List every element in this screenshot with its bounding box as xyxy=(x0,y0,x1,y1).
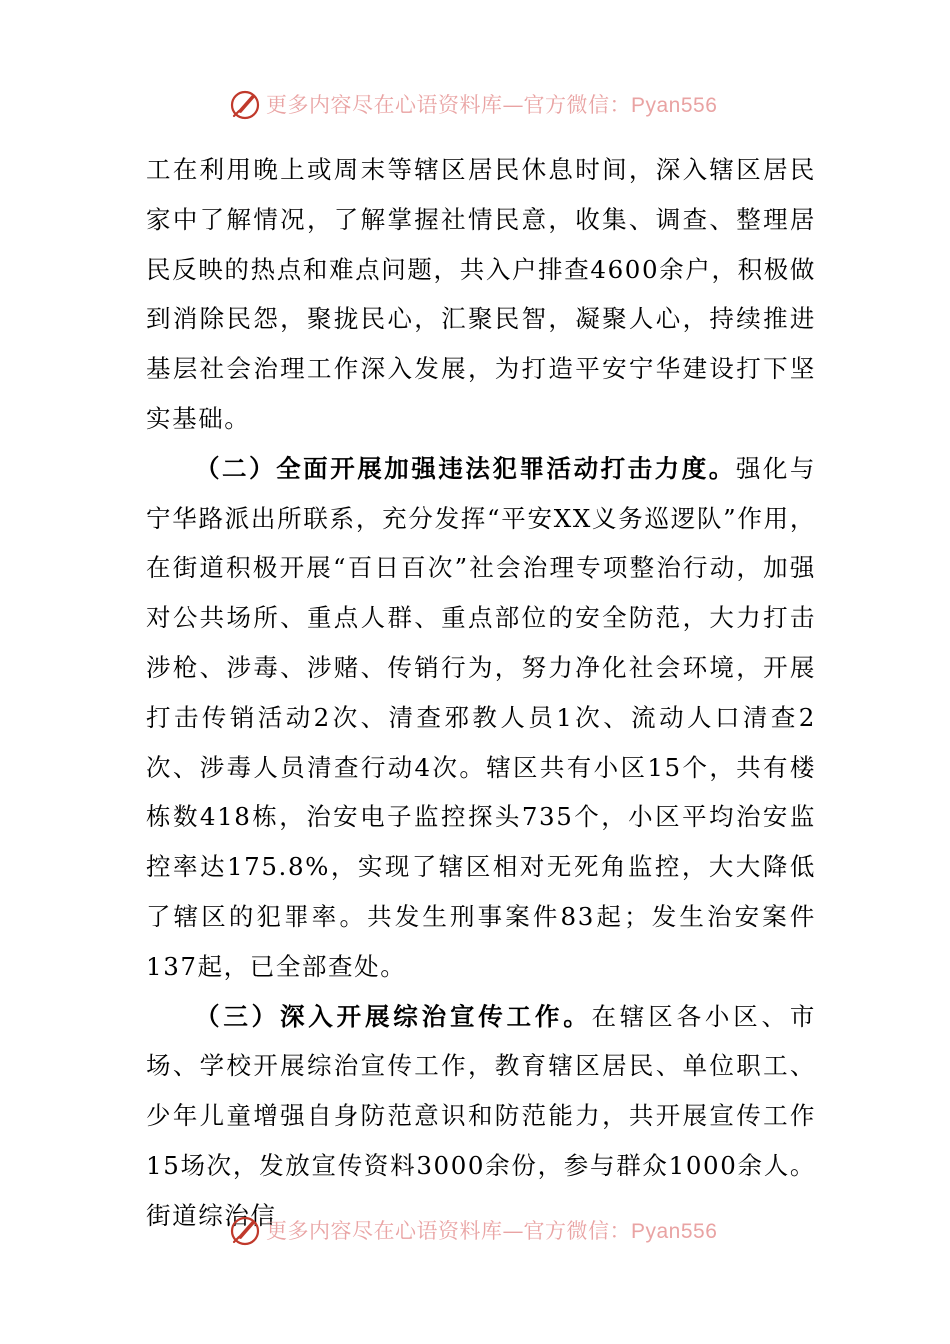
watermark-suffix: 官方微信： xyxy=(523,93,631,117)
watermark-site-name: 更多内容尽在心语资料库 xyxy=(266,1219,503,1243)
watermark-footer xyxy=(228,1210,748,1250)
paragraph-section-2 xyxy=(146,444,816,992)
watermark-suffix: 官方微信： xyxy=(523,1219,631,1243)
watermark-dash: — xyxy=(502,1219,524,1243)
paragraph-body: 强化与宁华路派出所联系，充分发挥“平安XX义务巡逻队”作用，在街道积极开展“百日百次”社会治理专项整治行动，加强对公共场所、重点人群、重点部位的安全防范，大力打击涉枪、涉毒、涉赌、传销行为，努力净化社会环境，开展打击传销活动2次、清查邪教人员1次、流动人口清查2次、涉毒人员清查行动4次。辖区共有小区15个，共有楼栋数418栋，治安电子监控探头735个，小区平均治安监控率达175.8%，实现了辖区相对无死角监控，大大降低了辖区的犯罪率。共发生刑事案件83起；发生治安案件137起，已全部查处。 xyxy=(146,453,816,981)
paragraph-body: 在辖区各小区、市场、学校开展综治宣传工作，教育辖区居民、单位职工、少年儿童增强自身防范意识和防范能力，共开展宣传工作15场次，发放宣传资料3000余份，参与群众1000余人。街道综治信 xyxy=(146,1001,816,1230)
watermark-text xyxy=(266,89,717,119)
watermark-dash: — xyxy=(502,93,524,117)
watermark-text xyxy=(266,1215,717,1245)
paragraph-section-3 xyxy=(146,992,816,1241)
section-heading: （三）深入开展综治宣传工作。 xyxy=(195,1001,592,1031)
quill-logo-icon xyxy=(228,1213,262,1247)
watermark-header xyxy=(228,84,748,124)
watermark-site-name: 更多内容尽在心语资料库 xyxy=(266,93,503,117)
watermark-account: Pyan556 xyxy=(631,94,718,117)
watermark-account: Pyan556 xyxy=(631,1220,718,1243)
paragraph-continuation xyxy=(146,145,816,444)
section-heading: （二）全面开展加强违法犯罪活动打击力度。 xyxy=(195,453,736,483)
paragraph-body: 工在利用晚上或周末等辖区居民休息时间，深入辖区居民家中了解情况，了解掌握社情民意，收集、调查、整理居民反映的热点和难点问题，共入户排查4600余户，积极做到消除民怨，聚拢民心，汇聚民智，凝聚人心，持续推进基层社会治理工作深入发展，为打造平安宁华建设打下坚实基础。 xyxy=(146,155,816,433)
quill-logo-icon xyxy=(228,87,262,121)
document-body xyxy=(146,145,816,1241)
